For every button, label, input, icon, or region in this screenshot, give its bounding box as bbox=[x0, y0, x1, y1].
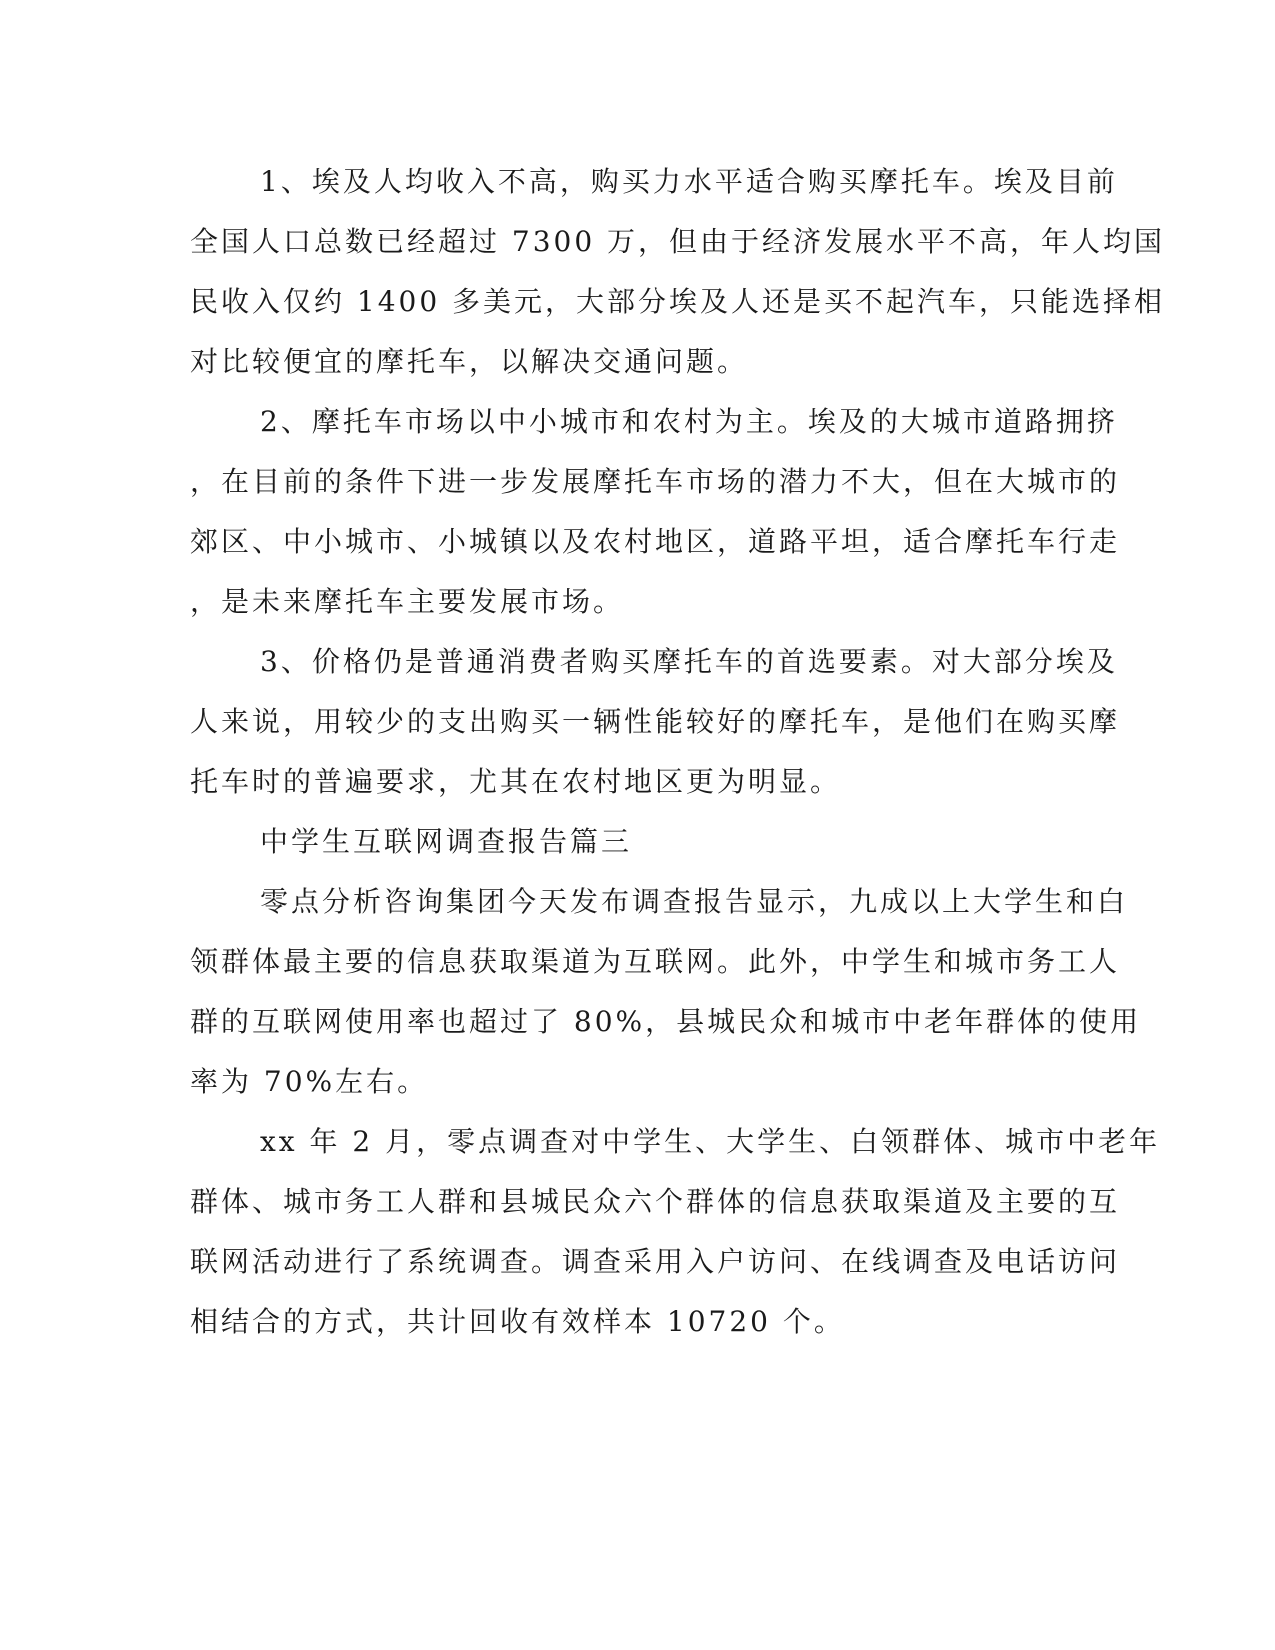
paragraph-line: 1、埃及人均收入不高，购买力水平适合购买摩托车。埃及目前 bbox=[260, 165, 1118, 198]
paragraph-line: 郊区、中小城市、小城镇以及农村地区，道路平坦，适合摩托车行走 bbox=[190, 525, 1121, 558]
paragraph-line: xx 年 2 月，零点调查对中学生、大学生、白领群体、城市中老年 bbox=[260, 1125, 1161, 1158]
paragraph-line: 领群体最主要的信息获取渠道为互联网。此外，中学生和城市务工人 bbox=[190, 945, 1121, 978]
paragraph-line: 群的互联网使用率也超过了 80%，县城民众和城市中老年群体的使用 bbox=[190, 1005, 1142, 1038]
paragraph-line: 对比较便宜的摩托车，以解决交通问题。 bbox=[190, 345, 749, 378]
paragraph-line: 相结合的方式，共计回收有效样本 10720 个。 bbox=[190, 1305, 845, 1338]
paragraph-line: ，在目前的条件下进一步发展摩托车市场的潜力不大，但在大城市的 bbox=[190, 465, 1121, 498]
paragraph-line: 全国人口总数已经超过 7300 万，但由于经济发展水平不高，年人均国 bbox=[190, 225, 1166, 258]
paragraph-line: 零点分析咨询集团今天发布调查报告显示，九成以上大学生和白 bbox=[260, 885, 1129, 918]
paragraph-line: 民收入仅约 1400 多美元，大部分埃及人还是买不起汽车，只能选择相 bbox=[190, 285, 1166, 318]
paragraph-line: 联网活动进行了系统调查。调查采用入户访问、在线调查及电话访问 bbox=[190, 1245, 1121, 1278]
paragraph-line: 3、价格仍是普通消费者购买摩托车的首选要素。对大部分埃及 bbox=[260, 645, 1118, 678]
section-heading: 中学生互联网调查报告篇三 bbox=[260, 825, 633, 858]
paragraph-line: 率为 70%左右。 bbox=[190, 1065, 429, 1098]
document-body bbox=[190, 152, 1166, 1352]
paragraph-line: 群体、城市务工人群和县城民众六个群体的信息获取渠道及主要的互 bbox=[190, 1185, 1121, 1218]
paragraph-line: 2、摩托车市场以中小城市和农村为主。埃及的大城市道路拥挤 bbox=[260, 405, 1118, 438]
paragraph-line: 托车时的普遍要求，尤其在农村地区更为明显。 bbox=[190, 765, 842, 798]
paragraph-line: 人来说，用较少的支出购买一辆性能较好的摩托车，是他们在购买摩 bbox=[190, 705, 1121, 738]
paragraph-line: ，是未来摩托车主要发展市场。 bbox=[190, 585, 625, 618]
